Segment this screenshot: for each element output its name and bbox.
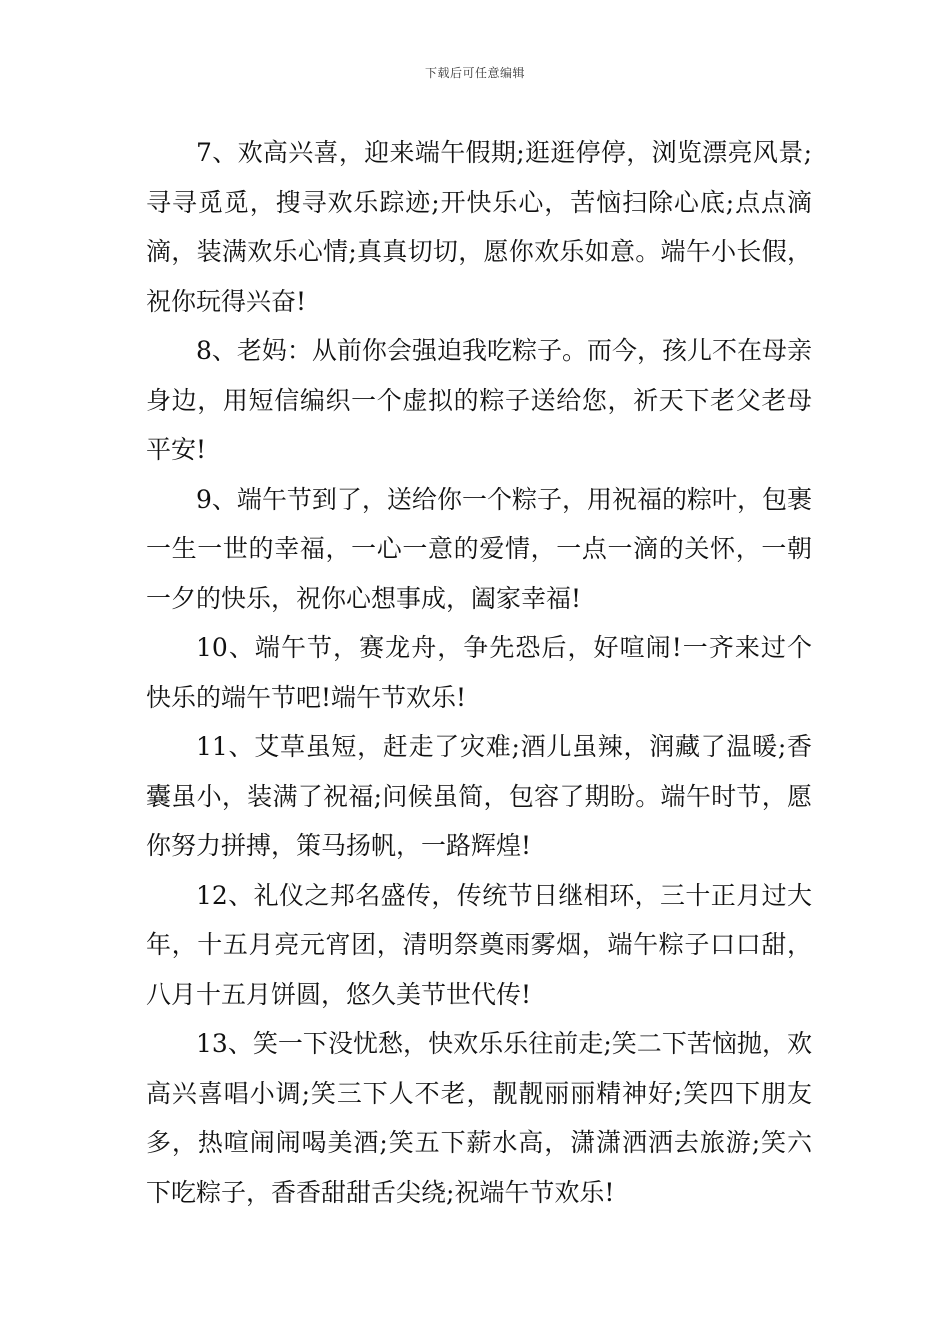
document-body <box>146 128 812 1217</box>
paragraph-13: 13、笑一下没忧愁，快欢乐乐往前走;笑二下苦恼抛，欢高兴喜唱小调;笑三下人不老，靓靓丽丽精神好;笑四下朋友多，热喧闹闹喝美酒;笑五下薪水高，潇潇洒洒去旅游;笑六下吃粽子，香香甜甜舌尖绕;祝端午节欢乐! <box>146 1029 812 1207</box>
page-header: 下载后可任意编辑 <box>424 66 525 80</box>
paragraph-12: 12、礼仪之邦名盛传，传统节日继相环，三十正月过大年，十五月亮元宵团，清明祭奠雨雾烟，端午粽子口口甜，八月十五月饼圆，悠久美节世代传! <box>146 880 812 1009</box>
paragraph-7: 7、欢高兴喜，迎来端午假期;逛逛停停，浏览漂亮风景;寻寻觅觅，搜寻欢乐踪迹;开快乐心，苦恼扫除心底;点点滴滴，装满欢乐心情;真真切切，愿你欢乐如意。端午小长假，祝你玩得兴奋! <box>146 138 812 316</box>
paragraph-9: 9、端午节到了，送给你一个粽子，用祝福的粽叶，包裹一生一世的幸福，一心一意的爱情，一点一滴的关怀，一朝一夕的快乐，祝你心想事成，阖家幸福! <box>146 484 812 613</box>
paragraph-8: 8、老妈：从前你会强迫我吃粽子。而今，孩儿不在母亲身边，用短信编织一个虚拟的粽子送给您，祈天下老父老母平安! <box>146 336 812 464</box>
paragraph-10: 10、端午节，赛龙舟，争先恐后，好喧闹!一齐来过个快乐的端午节吧!端午节欢乐! <box>146 633 812 712</box>
paragraph-11: 11、艾草虽短，赶走了灾难;酒儿虽辣，润藏了温暖;香囊虽小，装满了祝福;问候虽简，包容了期盼。端午时节，愿你努力拼搏，策马扬帆，一路辉煌! <box>146 732 812 860</box>
